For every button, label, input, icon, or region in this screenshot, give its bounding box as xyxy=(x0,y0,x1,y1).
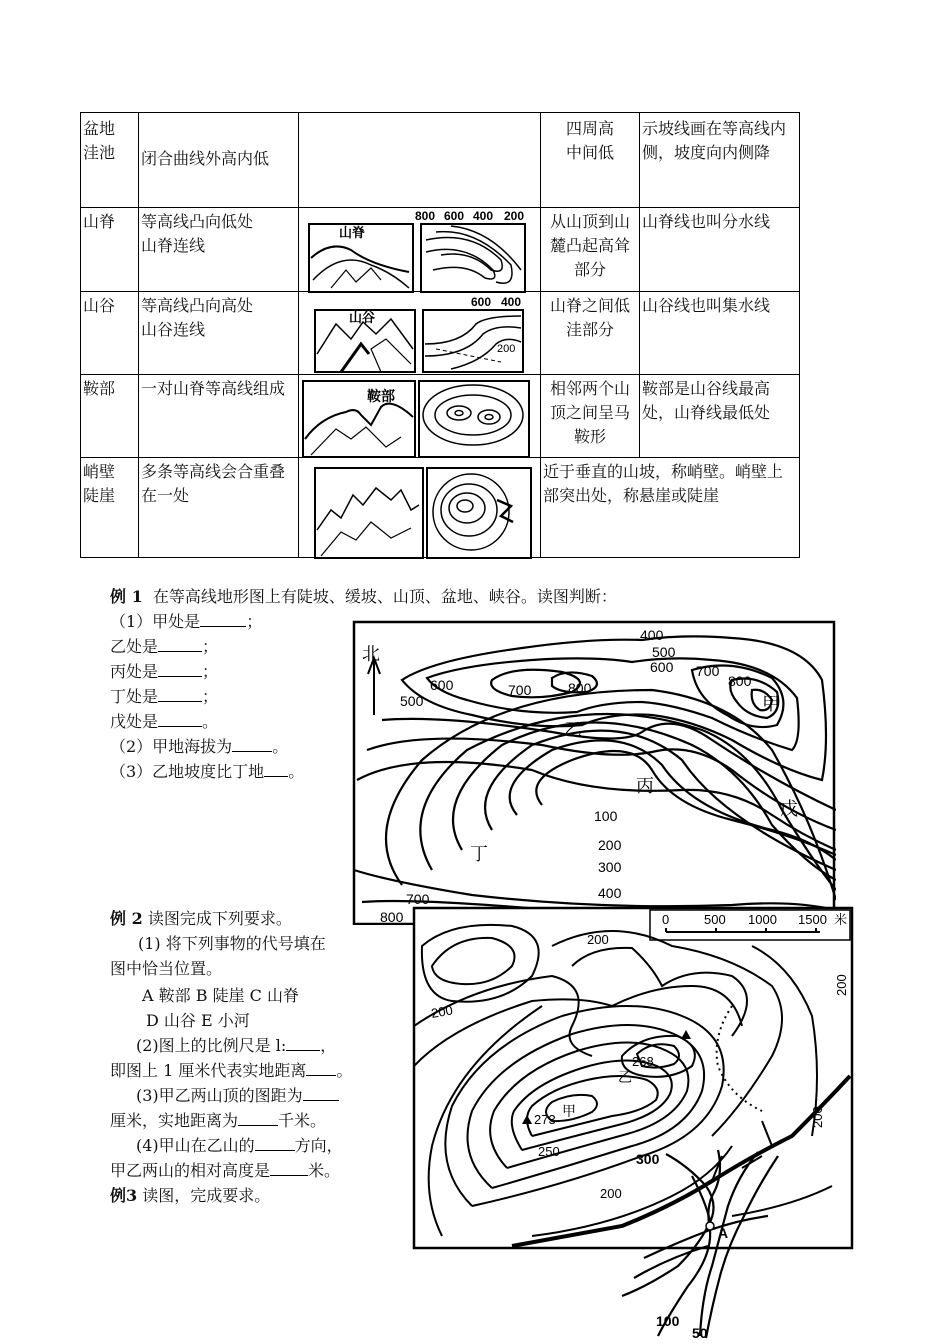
answer-blank[interactable] xyxy=(238,1125,278,1126)
scale-1000: 1000 xyxy=(748,912,777,927)
ridge-illustration xyxy=(301,210,541,293)
ex2-p4c-text: 甲乙两山的相对高度是 xyxy=(110,1161,271,1180)
saddle-figure xyxy=(298,375,540,458)
ex2-title: 例 2 xyxy=(110,909,143,928)
ridge-label: 山脊 xyxy=(339,225,366,240)
landform-shape: 从山顶到山麓凸起高耸部分 xyxy=(540,208,639,292)
ex2-p4b-text: 方向， xyxy=(294,1136,343,1155)
ex1-label-800-bottom: 800 xyxy=(380,909,404,925)
saddle-label: 鞍部 xyxy=(367,388,395,404)
landform-figure xyxy=(298,113,540,207)
ex3-label-100: 100 xyxy=(656,1313,680,1329)
ex1-label-300: 300 xyxy=(598,859,622,875)
ex2-period: 。 xyxy=(336,1061,353,1080)
ridge-figure xyxy=(298,208,540,292)
place-ding: 丁 xyxy=(470,844,488,864)
ex3-contour-map xyxy=(608,1146,798,1342)
valley-contour-600: 600 xyxy=(471,295,492,309)
landform-table xyxy=(80,112,800,558)
landform-name: 盆地 洼池 xyxy=(83,119,116,162)
landform-name: 峭壁 陡崖 xyxy=(83,462,116,505)
ex3-label-50: 50 xyxy=(692,1325,708,1341)
place-wu: 戊 xyxy=(780,799,798,819)
answer-blank[interactable] xyxy=(158,701,202,702)
ex2-p1b: 图中恰当位置。 xyxy=(110,959,223,978)
ex3-intro: 读图，完成要求。 xyxy=(142,1186,271,1205)
landform-feature: 闭合曲线外高内低 xyxy=(138,113,298,207)
ex2-p4c-line xyxy=(110,1159,340,1184)
ex1-semi: ； xyxy=(202,687,219,706)
ex2-items1: A 鞍部 B 陡崖 C 山脊 xyxy=(142,986,299,1005)
ex2-p3c-text: 千米。 xyxy=(278,1111,327,1130)
landform-note: 示坡线画在等高线内侧，坡度向内侧降 xyxy=(639,113,799,207)
ex2-intro: 读图完成下列要求。 xyxy=(147,909,292,928)
answer-blank[interactable] xyxy=(264,776,288,777)
ex2-intro-line xyxy=(110,907,292,932)
ex2-label-200-left: 200 xyxy=(429,1002,454,1021)
ex3-title: 例3 xyxy=(110,1186,138,1205)
valley-contour-200: 200 xyxy=(497,343,516,355)
valley-label: 山谷 xyxy=(349,310,376,325)
table-row xyxy=(81,457,799,558)
ex1-wu xyxy=(110,710,218,735)
ex1-label-500-left: 500 xyxy=(400,693,424,709)
north-label: 北 xyxy=(362,644,380,664)
ex1-contour-map xyxy=(352,620,836,925)
ex1-period: 。 xyxy=(288,762,305,781)
ex3-label-300: 300 xyxy=(636,1151,660,1167)
ridge-contour-400: 400 xyxy=(473,210,494,223)
table-row xyxy=(81,374,799,458)
scale-1500: 1500 xyxy=(798,912,827,927)
answer-blank[interactable] xyxy=(200,626,246,627)
place-bing: 丙 xyxy=(636,776,654,796)
ridge-contour-600: 600 xyxy=(444,210,465,223)
answer-blank[interactable] xyxy=(158,726,202,727)
ex1-q1 xyxy=(110,610,262,635)
ex1-label-200: 200 xyxy=(598,837,622,853)
landform-name: 山谷 xyxy=(83,296,116,315)
ex1-yi xyxy=(110,635,218,660)
ex1-label-800: 800 xyxy=(568,680,592,696)
ex1-semi: ； xyxy=(202,637,219,656)
ex1-period: 。 xyxy=(202,712,219,731)
ex2-label-200-top: 200 xyxy=(587,932,609,947)
cliff-illustration xyxy=(301,460,541,559)
ex1-bing xyxy=(110,660,218,685)
ex1-intro: 在等高线地形图上有陡坡、缓坡、山顶、盆地、峡谷。读图判断： xyxy=(152,587,617,606)
ex1-label-700: 700 xyxy=(508,682,532,698)
ex2-label-268: 268 xyxy=(632,1054,654,1069)
ex1-label-800-right: 800 xyxy=(728,673,752,689)
ex1-ding-text: 丁处是 xyxy=(110,687,159,706)
ex1-label-600: 600 xyxy=(650,659,674,675)
ex1-q3-text: （3）乙地坡度比丁地 xyxy=(110,762,265,781)
ex2-p4a-text: (4)甲山在乙山的 xyxy=(136,1136,255,1155)
ex2-p2c-text: 即图上 1 厘米代表实地距离 xyxy=(110,1061,307,1080)
ex2-p1a: (1) 将下列事物的代号填在 xyxy=(138,934,326,953)
ex1-bing-text: 丙处是 xyxy=(110,662,159,681)
answer-blank[interactable] xyxy=(158,676,202,677)
ex1-label-700-right: 700 xyxy=(696,663,720,679)
landform-note: 山脊线也叫分水线 xyxy=(639,208,799,292)
ex1-q2-text: （2）甲地海拔为 xyxy=(110,737,233,756)
table-row xyxy=(81,113,799,207)
table-row xyxy=(81,291,799,375)
landform-shape: 四周高 中间低 xyxy=(540,113,639,207)
landform-note: 鞍部是山谷线最高处，山脊线最低处 xyxy=(639,375,799,458)
valley-figure xyxy=(298,292,540,375)
place-jia: 甲 xyxy=(762,694,780,714)
ex1-q1-end: ； xyxy=(246,612,263,631)
landform-feature: 等高线凸向低处 山脊连线 xyxy=(138,208,298,292)
ex1-yi-text: 乙处是 xyxy=(110,637,159,656)
ex1-label-400-bottom: 400 xyxy=(598,885,622,901)
ex2-peak-jia: 甲 xyxy=(562,1103,576,1119)
ex1-wu-text: 戊处是 xyxy=(110,712,159,731)
ex2-p2-comma: ， xyxy=(320,1036,337,1055)
place-yi: 乙 xyxy=(564,720,582,740)
ex1-label-700-bottom: 700 xyxy=(406,891,430,907)
landform-feature: 一对山脊等高线组成 xyxy=(138,375,298,458)
answer-blank[interactable] xyxy=(255,1150,295,1151)
ridge-contour-800: 800 xyxy=(415,210,436,223)
landform-shape: 相邻两个山顶之间呈马鞍形 xyxy=(540,375,639,458)
ex2-p4a-line xyxy=(136,1134,343,1159)
cliff-figure xyxy=(298,458,540,558)
ex1-ding xyxy=(110,685,218,710)
ex2-items2: D 山谷 E 小河 xyxy=(146,1011,250,1030)
ex2-p2c-line xyxy=(110,1059,352,1084)
ex2-p3a-line xyxy=(136,1084,339,1109)
ex1-label-400: 400 xyxy=(640,627,664,643)
table-row xyxy=(81,207,799,292)
valley-illustration xyxy=(301,294,541,376)
answer-blank[interactable] xyxy=(232,751,272,752)
ex1-q1-text: （1）甲处是 xyxy=(110,612,201,631)
ex2-label-200-bottom: 200 xyxy=(600,1186,622,1201)
ex1-title: 例 1 xyxy=(110,587,143,606)
answer-blank[interactable] xyxy=(303,1100,339,1101)
landform-note: 山谷线也叫集水线 xyxy=(639,292,799,375)
ex2-label-200-east: 200 xyxy=(810,1106,825,1128)
landform-feature: 等高线凸向高处 山谷连线 xyxy=(138,292,298,375)
ex1-semi: ； xyxy=(202,662,219,681)
landform-note: 近于垂直的山坡，称峭壁。峭壁上部突出处，称悬崖或陡崖 xyxy=(540,458,799,558)
landform-feature: 多条等高线会合重叠在一处 xyxy=(138,458,298,558)
answer-blank[interactable] xyxy=(270,1175,308,1176)
landform-shape: 山脊之间低洼部分 xyxy=(540,292,639,375)
ex1-label-100: 100 xyxy=(594,808,618,824)
ridge-contour-200: 200 xyxy=(504,210,525,223)
ex2-p3b-text: 厘米，实地距离为 xyxy=(110,1111,239,1130)
answer-blank[interactable] xyxy=(306,1075,336,1076)
ex1-label-600-left: 600 xyxy=(430,677,454,693)
answer-blank[interactable] xyxy=(286,1050,320,1051)
ex2-p4d-text: 米。 xyxy=(308,1161,341,1180)
ex1-q2 xyxy=(110,735,288,760)
ex2-label-200-right: 200 xyxy=(834,974,849,996)
ex1-intro-line xyxy=(110,585,617,610)
valley-contour-400: 400 xyxy=(501,295,522,309)
ex1-period: 。 xyxy=(272,737,289,756)
ex2-p2 xyxy=(136,1034,336,1059)
scale-500: 500 xyxy=(704,912,726,927)
saddle-illustration xyxy=(301,377,541,459)
ex2-label-273: 273 xyxy=(534,1112,556,1127)
ex2-peak-yi: 乙 xyxy=(618,1069,632,1085)
landform-name: 山脊 xyxy=(83,212,116,231)
ex1-q3 xyxy=(110,760,304,785)
answer-blank[interactable] xyxy=(158,651,202,652)
ex3-point-a: A xyxy=(718,1225,729,1241)
ex2-p3a-text: (3)甲乙两山顶的图距为 xyxy=(136,1086,303,1105)
ex2-p3b-line xyxy=(110,1109,326,1134)
ex2-label-250: 250 xyxy=(538,1144,560,1159)
ex3-intro-line xyxy=(110,1184,270,1209)
scale-0: 0 xyxy=(662,912,670,927)
ex2-p2-text: (2)图上的比例尺是 l: xyxy=(136,1036,287,1055)
ex1-label-500: 500 xyxy=(652,644,676,660)
landform-name: 鞍部 xyxy=(83,379,116,398)
scale-unit: 米 xyxy=(834,912,848,927)
